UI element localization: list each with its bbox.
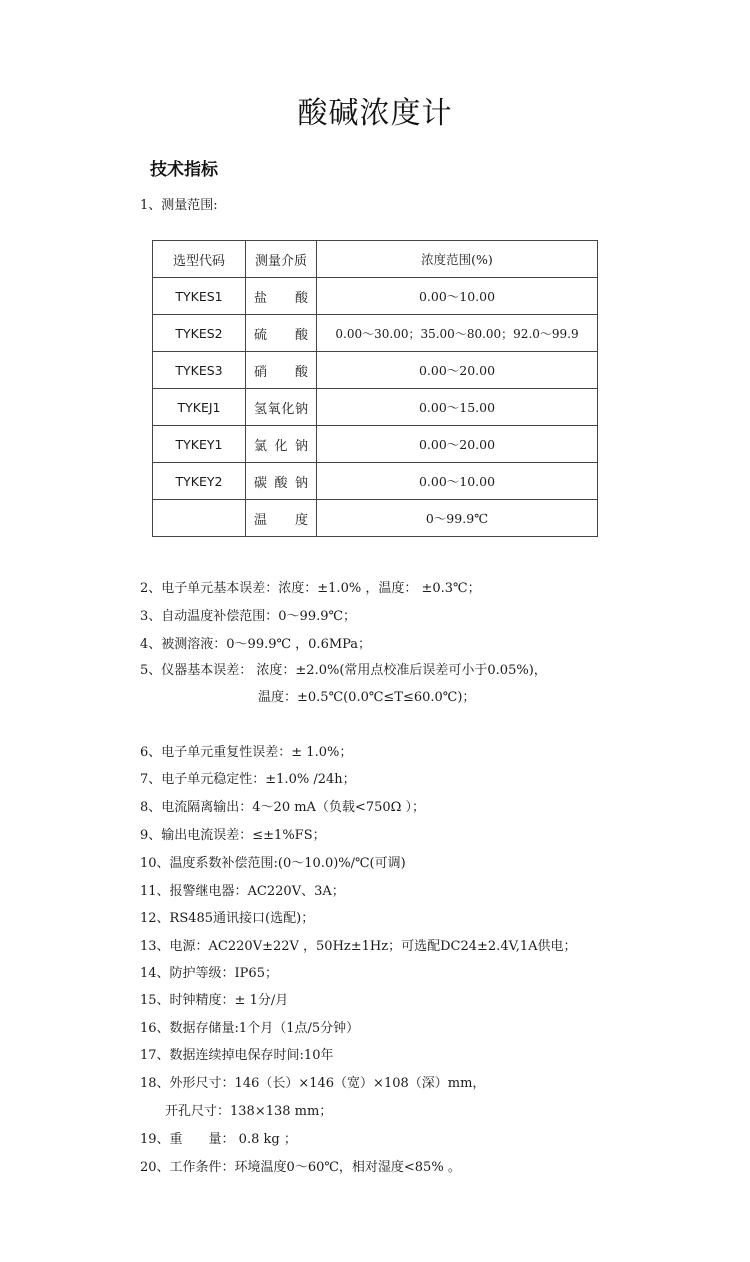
spec-item-5: 5、仪器基本误差： 浓度：±2.0%(常用点校准后误差可小于0.05%)， (140, 663, 547, 678)
section-title: 技术指标 (150, 160, 218, 180)
cell-code: TYKEY1 (153, 426, 246, 463)
cell-medium: 碳酸钠 (254, 475, 308, 491)
cell-range: 0.00～10.00 (317, 463, 598, 500)
spec-item-18-continuation: 开孔尺寸：138×138 mm； (165, 1104, 333, 1119)
spec-item-15: 15、时钟精度：± 1分/月 (140, 993, 289, 1008)
cell-code: TYKES2 (153, 315, 246, 352)
spec-item-7: 7、电子单元稳定性：±1.0% /24h； (140, 772, 356, 787)
spec-item-10: 10、温度系数补偿范围:(0～10.0)%/℃(可调) (140, 856, 406, 871)
spec-item-11: 11、报警继电器：AC220V、3A； (140, 884, 345, 899)
cell-code: TYKEJ1 (153, 389, 246, 426)
header-medium: 测量介质 (246, 241, 317, 278)
table-row (153, 426, 598, 463)
table-row (153, 315, 598, 352)
cell-medium: 氯化钠 (254, 438, 308, 454)
spec-item-1: 1、测量范围: (140, 198, 218, 213)
spec-item-17: 17、数据连续掉电保存时间:10年 (140, 1048, 334, 1063)
table-row (153, 278, 598, 315)
cell-medium: 硫酸 (254, 327, 308, 343)
cell-range: 0.00～30.00；35.00～80.00；92.0～99.9 (317, 315, 598, 352)
cell-medium: 氢氧化钠 (254, 401, 308, 417)
table-row (153, 352, 598, 389)
spec-item-9: 9、输出电流误差：≤±1%FS； (140, 828, 326, 843)
cell-range: 0.00～20.00 (317, 352, 598, 389)
document-title: 酸碱浓度计 (297, 96, 453, 131)
spec-item-16: 16、数据存储量:1个月（1点/5分钟） (140, 1021, 360, 1036)
cell-range: 0.00～10.00 (317, 278, 598, 315)
header-range: 浓度范围(%) (317, 241, 598, 278)
table-header-row (153, 241, 598, 278)
spec-item-4: 4、被测溶液：0～99.9℃ ，0.6MPa； (140, 637, 372, 652)
measurement-range-table (152, 240, 598, 537)
cell-medium: 温度 (254, 512, 308, 528)
cell-code: TYKEY2 (153, 463, 246, 500)
cell-medium: 硝酸 (254, 364, 308, 380)
table-row (153, 389, 598, 426)
cell-code (153, 500, 246, 537)
cell-range: 0.00～20.00 (317, 426, 598, 463)
spec-item-8: 8、电流隔离输出：4～20 mA（负载<750Ω ）； (140, 800, 426, 815)
header-code: 选型代码 (153, 241, 246, 278)
spec-item-19: 19、重 量： 0.8 kg ； (140, 1132, 297, 1147)
spec-item-18: 18、外形尺寸：146（长）×146（宽）×108（深）mm， (140, 1076, 486, 1091)
spec-item-2: 2、电子单元基本误差：浓度：±1.0% ，温度： ±0.3℃； (140, 581, 481, 596)
cell-code: TYKES3 (153, 352, 246, 389)
spec-item-14: 14、防护等级：IP65； (140, 966, 278, 981)
spec-item-5-continuation: 温度：±0.5℃(0.0℃≤T≤60.0℃)； (258, 690, 476, 705)
cell-medium: 盐酸 (254, 290, 308, 306)
cell-range: 0～99.9℃ (317, 500, 598, 537)
spec-item-12: 12、RS485通讯接口(选配)； (140, 911, 315, 926)
spec-item-13: 13、电源：AC220V±22V ，50Hz±1Hz；可选配DC24±2.4V,1A供电； (140, 939, 577, 954)
table-row (153, 500, 598, 537)
spec-item-3: 3、自动温度补偿范围：0～99.9℃； (140, 609, 357, 624)
spec-item-20: 20、工作条件：环境温度0～60℃，相对湿度<85% 。 (140, 1160, 461, 1175)
spec-item-6: 6、电子单元重复性误差：± 1.0%； (140, 745, 353, 760)
cell-code: TYKES1 (153, 278, 246, 315)
table-row (153, 463, 598, 500)
cell-range: 0.00～15.00 (317, 389, 598, 426)
